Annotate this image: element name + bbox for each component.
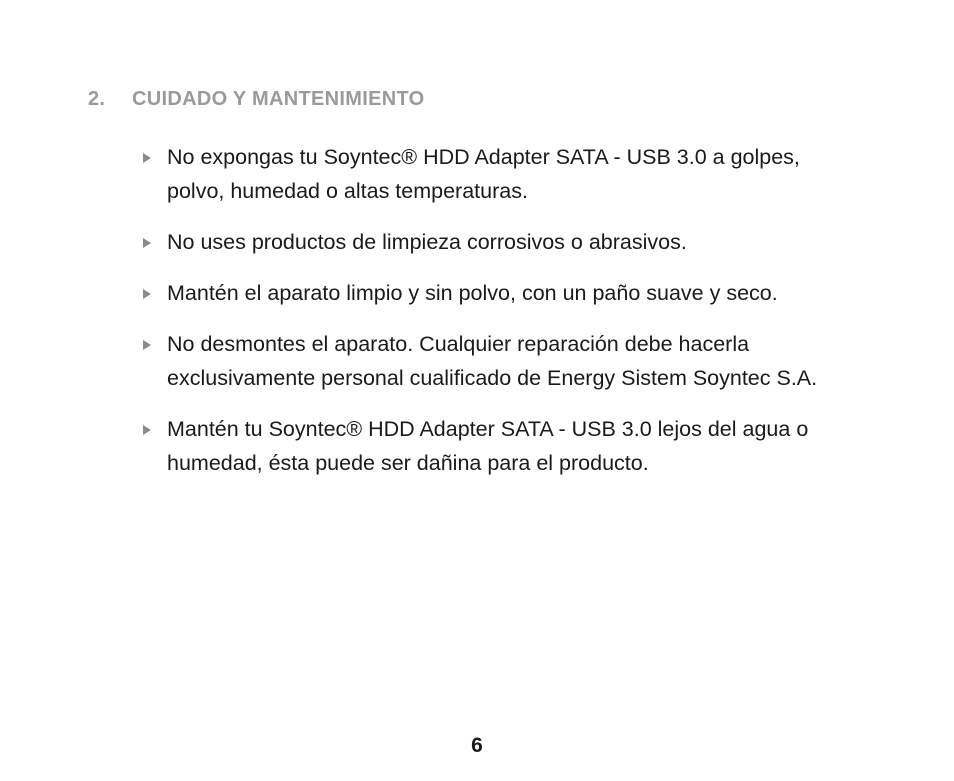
- triangle-right-icon: [143, 340, 151, 350]
- list-item: [140, 276, 860, 310]
- page-number: 6: [471, 734, 483, 757]
- list-item: [140, 140, 860, 208]
- list-item-text: Mantén tu Soyntec® HDD Adapter SATA - USB 3.0 lejos del agua o humedad, ésta puede ser dañina para el producto.: [167, 417, 809, 475]
- list-item-text: No uses productos de limpieza corrosivos o abrasivos.: [167, 230, 687, 254]
- triangle-right-icon: [143, 153, 151, 163]
- list-item: [140, 225, 860, 259]
- section-number: 2.: [88, 88, 106, 110]
- section-heading: [88, 88, 424, 111]
- section-title: CUIDADO Y MANTENIMIENTO: [132, 88, 425, 110]
- triangle-right-icon: [143, 289, 151, 299]
- list-item: [140, 327, 860, 395]
- list-item-text: No desmontes el aparato. Cualquier reparación debe hacerla exclusivamente personal cualificado de Energy Sistem Soyntec S.A.: [167, 332, 818, 390]
- triangle-right-icon: [143, 238, 151, 248]
- care-instructions-list: [140, 140, 860, 497]
- list-item-text: Mantén el aparato limpio y sin polvo, con un paño suave y seco.: [167, 281, 778, 305]
- list-item: [140, 412, 860, 480]
- list-item-text: No expongas tu Soyntec® HDD Adapter SATA - USB 3.0 a golpes, polvo, humedad o altas temperaturas.: [167, 145, 800, 203]
- triangle-right-icon: [143, 425, 151, 435]
